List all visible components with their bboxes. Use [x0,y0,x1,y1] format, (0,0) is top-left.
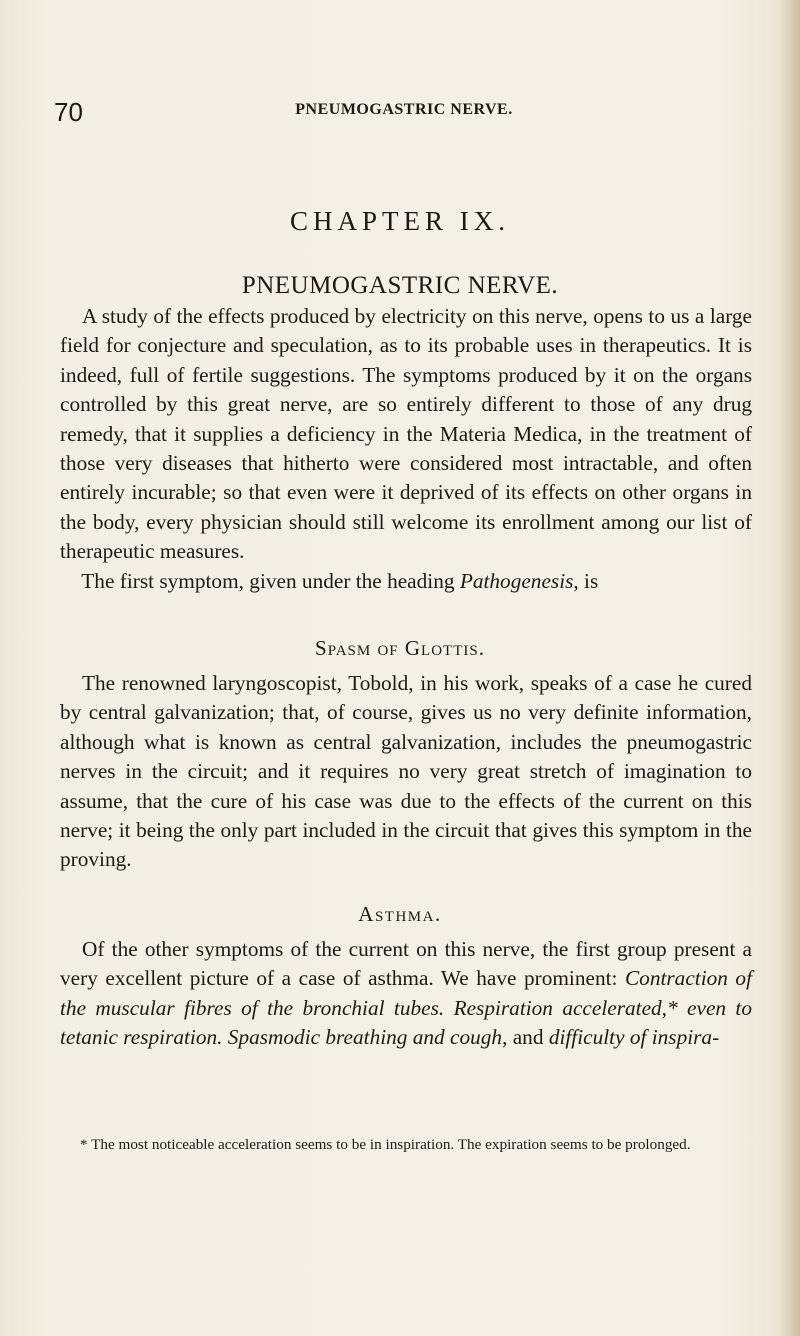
section-heading-asthma: Asthma. [358,902,442,926]
pathogenesis-italic: Pathogenesis [459,568,574,593]
page-number: 70 [54,97,83,127]
paragraph-spasm: The renowned laryngoscopist, Tobold, in his work, speaks of a case he cured by central galvanization; that, of course, gives us no very definite information, although what is known as central galvanization, includes the pneumogastric nerves in the circuit; and it requires no very great stretch of imagination to assume, that the cure of his case was due to the effects of the current on this nerve; it being the only part included in the circuit that gives this symptom in the proving. [60,671,752,872]
running-head [54,97,754,127]
asthma-italic-2: even to tetanic respiration. Spasmodic breathing and cough [60,995,752,1050]
section-heading-spasm-of-glottis: Spasm of Glottis. [315,636,485,660]
paragraph-intro-text: A study of the effects produced by electricity on this nerve, opens to us a large field for conjecture and speculation, as to its probable uses in therapeutics. It is indeed, full of fertile suggestions. The symptoms produced by it on the organs controlled by this great nerve, are so entirely different to those of any drug remedy, that it supplies a deficiency in the Materia Medica, in the treatment of those very diseases that hitherto were considered most intractable, and often entirely incurable; so that even were it deprived of its effects on other organs in the body, every physician should still welcome its enrollment among our list of therapeutic measures. [60,304,752,564]
chapter-heading: CHAPTER IX. [289,206,510,236]
footnote: * The most noticeable acceleration seems to be in inspiration. The expiration seems to be prolonged. [80,1136,691,1153]
paragraph-asthma [60,935,752,1053]
page-edge-shadow [778,0,800,1336]
chapter-subject: PNEUMOGASTRIC NERVE. [241,272,559,299]
paragraph-intro [60,302,752,596]
running-title: PNEUMOGASTRIC NERVE. [295,101,513,118]
asthma-text-2: , and [502,1025,549,1050]
asthma-italic-3: difficulty of inspira- [548,1025,720,1050]
first-symptom-text: The first symptom, given under the heading [81,568,460,593]
asthma-italic-1: Contraction of the muscular fibres of the bronchial tubes. Respiration accelerated, [60,966,752,1020]
first-symptom-end: , is [573,568,599,593]
paragraph-first-symptom-text [60,569,598,593]
footnote-reference: * [667,995,678,1020]
asthma-text: Of the other symptoms of the current on this nerve, the first group present a very excellent picture of a case of asthma. We have prominent: [60,937,752,991]
